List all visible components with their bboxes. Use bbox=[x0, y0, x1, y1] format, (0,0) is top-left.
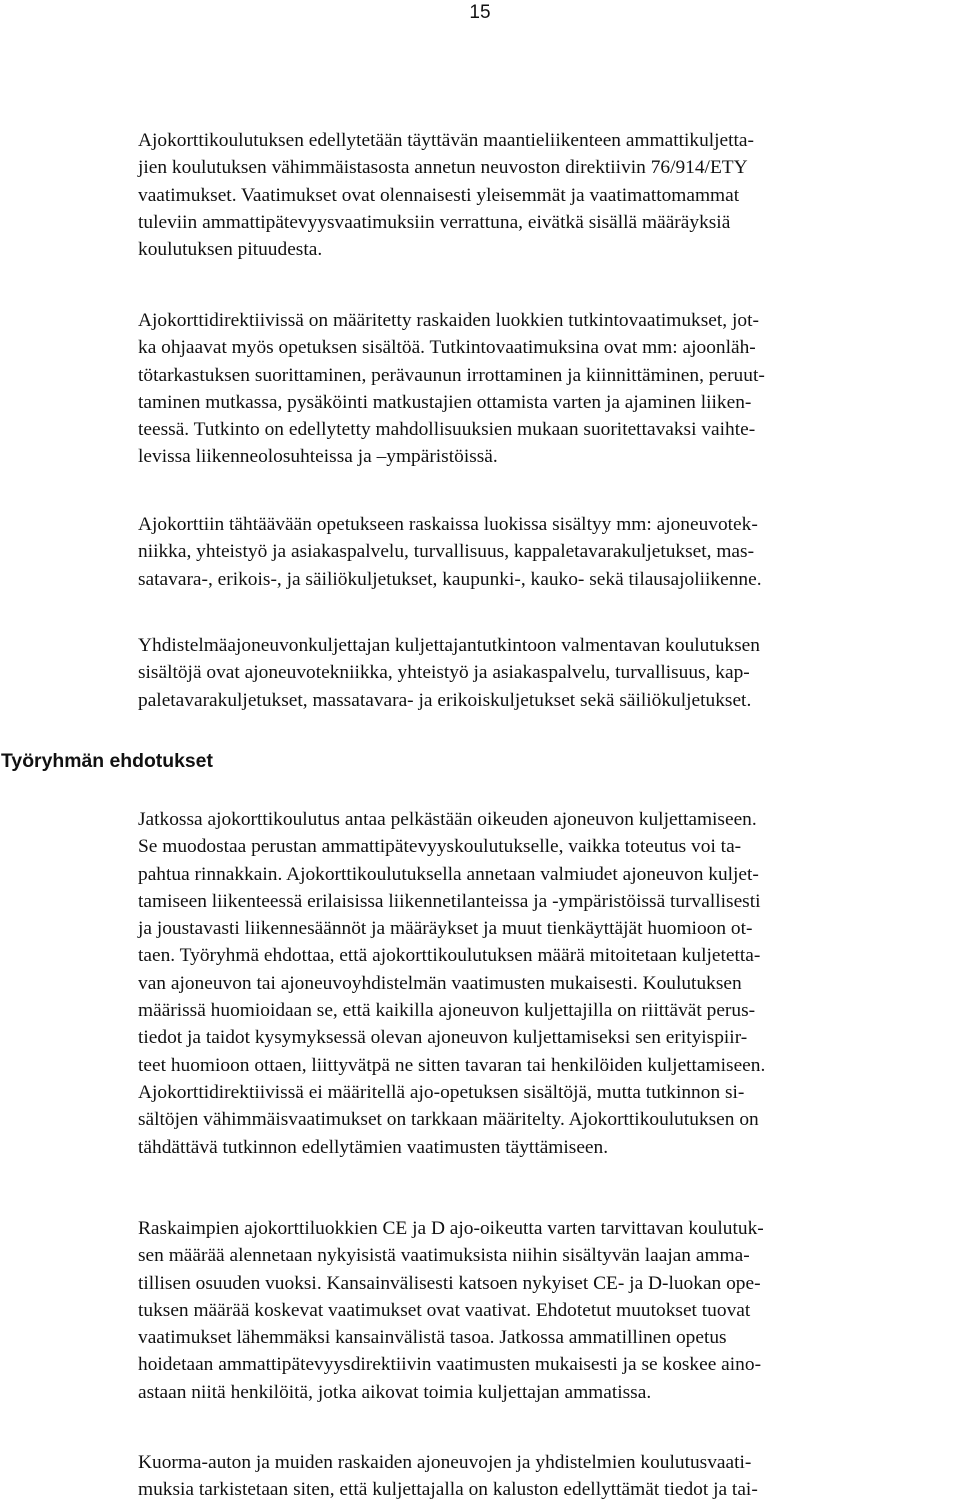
text-line: tähdättävä tutkinnon edellytämien vaatimusten täyttämiseen. bbox=[138, 1136, 609, 1158]
text-line: määrissä huomioidaan se, että kaikilla ajoneuvon kuljettajilla on riittävät perus- bbox=[138, 1000, 756, 1022]
paragraph-1 bbox=[138, 127, 956, 263]
text-line: tiedot ja taidot kysymyksessä olevan ajoneuvon kuljettamiseksi sen erityispiir- bbox=[138, 1027, 748, 1049]
paragraph-2 bbox=[138, 307, 956, 471]
text-line: tamiseen liikenteessä erilaisissa liikennetilanteissa ja -ympäristöissä turvallisesti bbox=[138, 890, 761, 912]
text-line: niikka, yhteistyö ja asiakaspalvelu, turvallisuus, kappaletavarakuljetukset, mas- bbox=[138, 541, 755, 563]
text-line: hoidetaan ammattipätevyysdirektiivin vaatimusten mukaisesti ja se koskee aino- bbox=[138, 1354, 762, 1376]
text-line: sisältöjä ovat ajoneuvotekniikka, yhteistyö ja asiakaspalvelu, turvallisuus, kap- bbox=[138, 662, 750, 684]
paragraph-3 bbox=[138, 511, 956, 593]
text-line: Yhdistelmäajoneuvonkuljettajan kuljettajantutkintoon valmentavan koulutuksen bbox=[138, 635, 760, 656]
text-line: koulutuksen pituudesta. bbox=[138, 239, 323, 261]
text-line: levissa liikenneolosuhteissa ja –ympäristöissä. bbox=[138, 446, 498, 468]
text-line: vaatimukset. Vaatimukset ovat olennaisesti yleisemmät ja vaatimattomammat bbox=[138, 184, 740, 206]
text-line: Raskaimpien ajokorttiluokkien CE ja D ajo-oikeutta varten tarvittavan koulutuk- bbox=[138, 1218, 764, 1239]
text-line: Ajokorttidirektiivissä ei määritellä ajo-opetuksen sisältöjä, mutta tutkinnon si- bbox=[138, 1081, 745, 1103]
text-line: taminen mutkassa, pysäköinti matkustajien ottamista varten ja ajaminen liiken- bbox=[138, 391, 752, 413]
page-number: 15 bbox=[469, 2, 491, 23]
text-line: taen. Työryhmä ehdottaa, että ajokorttikoulutuksen määrä mitoitetaan kuljetetta- bbox=[138, 945, 761, 967]
text-line: Ajokorttiin tähtäävään opetukseen raskaissa luokissa sisältyy mm: ajoneuvotek- bbox=[138, 514, 758, 535]
text-line: Ajokorttikoulutuksen edellytetään täyttävän maantieliikenteen ammattikuljetta- bbox=[138, 130, 754, 151]
text-line: Kuorma-auton ja muiden raskaiden ajoneuvojen ja yhdistelmien koulutusvaati- bbox=[138, 1452, 752, 1473]
text-line: Se muodostaa perustan ammattipätevyyskoulutukselle, vaikka toteutus voi ta- bbox=[138, 836, 742, 858]
text-line: satavara-, erikois-, ja säiliökuljetukset, kaupunki-, kauko- sekä tilausajoliikenne. bbox=[138, 568, 762, 590]
text-line: ja joustavasti liikennesäännöt ja määräykset ja muut tienkäyttäjät huomioon ot- bbox=[138, 918, 753, 940]
text-line: teet huomioon ottaen, liittyvätpä ne sitten tavaran tai henkilöiden kuljettamiseen. bbox=[138, 1054, 766, 1076]
paragraph-7 bbox=[138, 1449, 956, 1504]
text-line: sen määrää alennetaan nykyisistä vaatimuksista niihin sisältyvän laajan amma- bbox=[138, 1245, 750, 1267]
text-line: muksia tarkistetaan siten, että kuljettajalla on kaluston edellyttämät tiedot ja tai- bbox=[138, 1479, 758, 1501]
text-line: Jatkossa ajokorttikoulutus antaa pelkästään oikeuden ajoneuvon kuljettamiseen. bbox=[138, 809, 757, 830]
text-line: tuleviin ammattipätevyysvaatimuksiin verrattuna, eivätkä sisällä määräyksiä bbox=[138, 211, 731, 233]
text-line: tuksen määrää koskevat vaatimukset ovat vaativat. Ehdotetut muutokset tuovat bbox=[138, 1299, 751, 1321]
text-line: tillisen osuuden vuoksi. Kansainvälisesti katsoen nykyiset CE- ja D-luokan ope- bbox=[138, 1272, 761, 1294]
text-line: ka ohjaavat myös opetuksen sisältöä. Tutkintovaatimuksina ovat mm: ajoonläh- bbox=[138, 337, 756, 359]
text-line: jien koulutuksen vähimmäistasosta annetun neuvoston direktiivin 76/914/ETY bbox=[138, 157, 748, 179]
text-line: vaatimukset lähemmäksi kansainvälistä tasoa. Jatkossa ammatillinen opetus bbox=[138, 1327, 727, 1349]
paragraph-4 bbox=[138, 632, 956, 714]
text-line: teessä. Tutkinto on edellytetty mahdollisuuksien mukaan suoritettavaksi vaihte- bbox=[138, 419, 756, 441]
paragraph-6 bbox=[138, 1215, 956, 1406]
text-line: tötarkastuksen suorittaminen, perävaunun irrottaminen ja kiinnittäminen, peruut- bbox=[138, 364, 765, 386]
text-line: van ajoneuvon tai ajoneuvoyhdistelmän vaatimusten mukaisesti. Koulutuksen bbox=[138, 972, 742, 994]
text-line: astaan niitä henkilöitä, jotka aikovat toimia kuljettajan ammatissa. bbox=[138, 1381, 652, 1403]
text-line: sältöjen vähimmäisvaatimukset on tarkkaan määritelty. Ajokorttikoulutuksen on bbox=[138, 1109, 759, 1131]
text-line: Ajokorttidirektiivissä on määritetty raskaiden luokkien tutkintovaatimukset, jot- bbox=[138, 310, 759, 331]
section-heading: Työryhmän ehdotukset bbox=[1, 750, 213, 772]
text-line: paletavarakuljetukset, massatavara- ja erikoiskuljetukset sekä säiliökuljetukset. bbox=[138, 689, 752, 711]
text-line: pahtua rinnakkain. Ajokorttikoulutuksella annetaan valmiudet ajoneuvon kuljet- bbox=[138, 863, 759, 885]
paragraph-5 bbox=[138, 806, 956, 1161]
